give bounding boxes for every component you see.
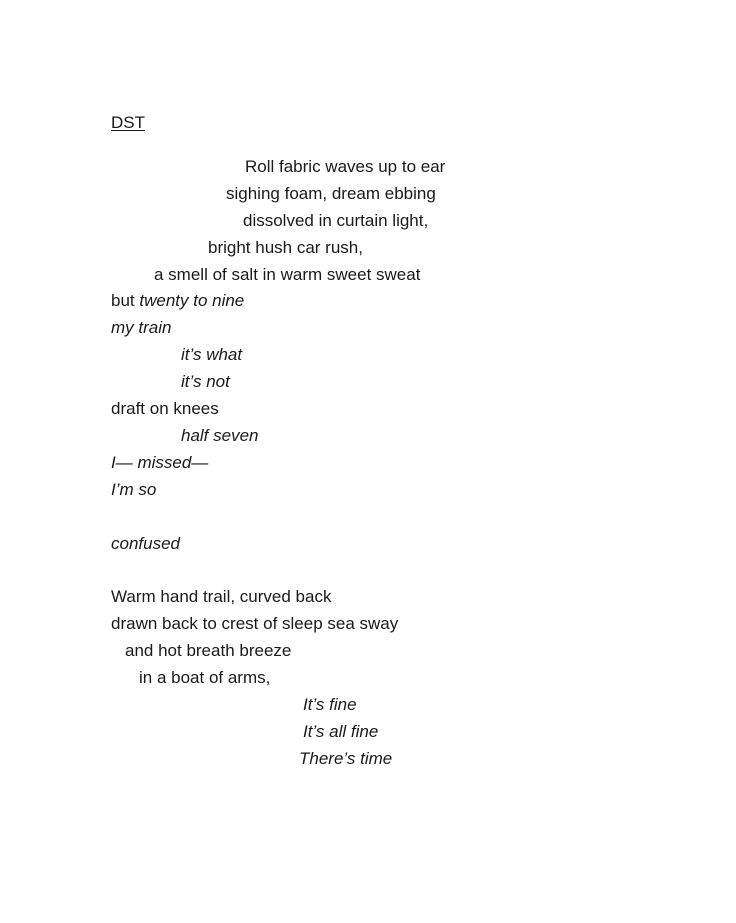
poem-text-segment: dissolved in curtain light,	[243, 210, 429, 230]
document-title: DST	[111, 113, 145, 132]
poem-text-segment: sighing foam, dream ebbing	[226, 183, 436, 203]
document-content	[111, 110, 706, 773]
poem-text-segment: Roll fabric waves up to ear	[245, 156, 446, 176]
poem-text-segment: in a boat of arms,	[139, 668, 271, 688]
poem-text-segment: confused	[111, 533, 180, 553]
poem-text-segment: Warm hand trail, curved back	[111, 587, 332, 607]
poem-text-segment: draft on knees	[111, 399, 219, 419]
poem-text-segment: it’s not	[181, 372, 230, 392]
poem-line	[111, 262, 706, 289]
poem-line	[111, 450, 706, 477]
poem-text-segment: my train	[111, 318, 172, 338]
poem-line	[111, 235, 706, 262]
poem-text-segment: There’s time	[299, 748, 393, 768]
poem-line	[111, 638, 706, 665]
poem-text-segment: half seven	[181, 425, 259, 445]
poem-text-segment: I— missed—	[111, 452, 209, 472]
poem-text-segment: a smell of salt in warm sweet sweat	[154, 264, 421, 284]
poem-line	[111, 611, 706, 638]
poem-line	[111, 315, 706, 342]
poem-line	[111, 531, 706, 558]
poem-text-segment: twenty to nine	[139, 291, 245, 311]
poem-line	[111, 208, 706, 235]
poem-line	[111, 584, 706, 611]
poem-text-segment: bright hush car rush,	[208, 237, 363, 257]
poem-line	[111, 719, 706, 746]
poem-text-segment: it’s what	[181, 345, 243, 365]
poem-line	[111, 181, 706, 208]
poem-text-segment: It’s all fine	[303, 721, 379, 741]
poem-line	[111, 665, 706, 692]
poem-line	[111, 692, 706, 719]
poem-text-segment: drawn back to crest of sleep sea sway	[111, 614, 399, 634]
poem-body	[111, 154, 706, 773]
poem-line	[111, 423, 706, 450]
poem-line	[111, 396, 706, 423]
poem-text-segment: but	[111, 291, 140, 311]
poem-text-segment: It’s fine	[303, 695, 357, 715]
poem-blank-line	[111, 504, 706, 531]
poem-blank-line	[111, 558, 706, 585]
poem-line	[111, 477, 706, 504]
poem-text-segment: and hot breath breeze	[125, 641, 292, 661]
poem-line	[111, 288, 706, 315]
poem-line	[111, 369, 706, 396]
poem-line	[111, 746, 706, 773]
poem-line	[111, 154, 706, 181]
poem-line	[111, 342, 706, 369]
poem-text-segment: I’m so	[111, 479, 157, 499]
